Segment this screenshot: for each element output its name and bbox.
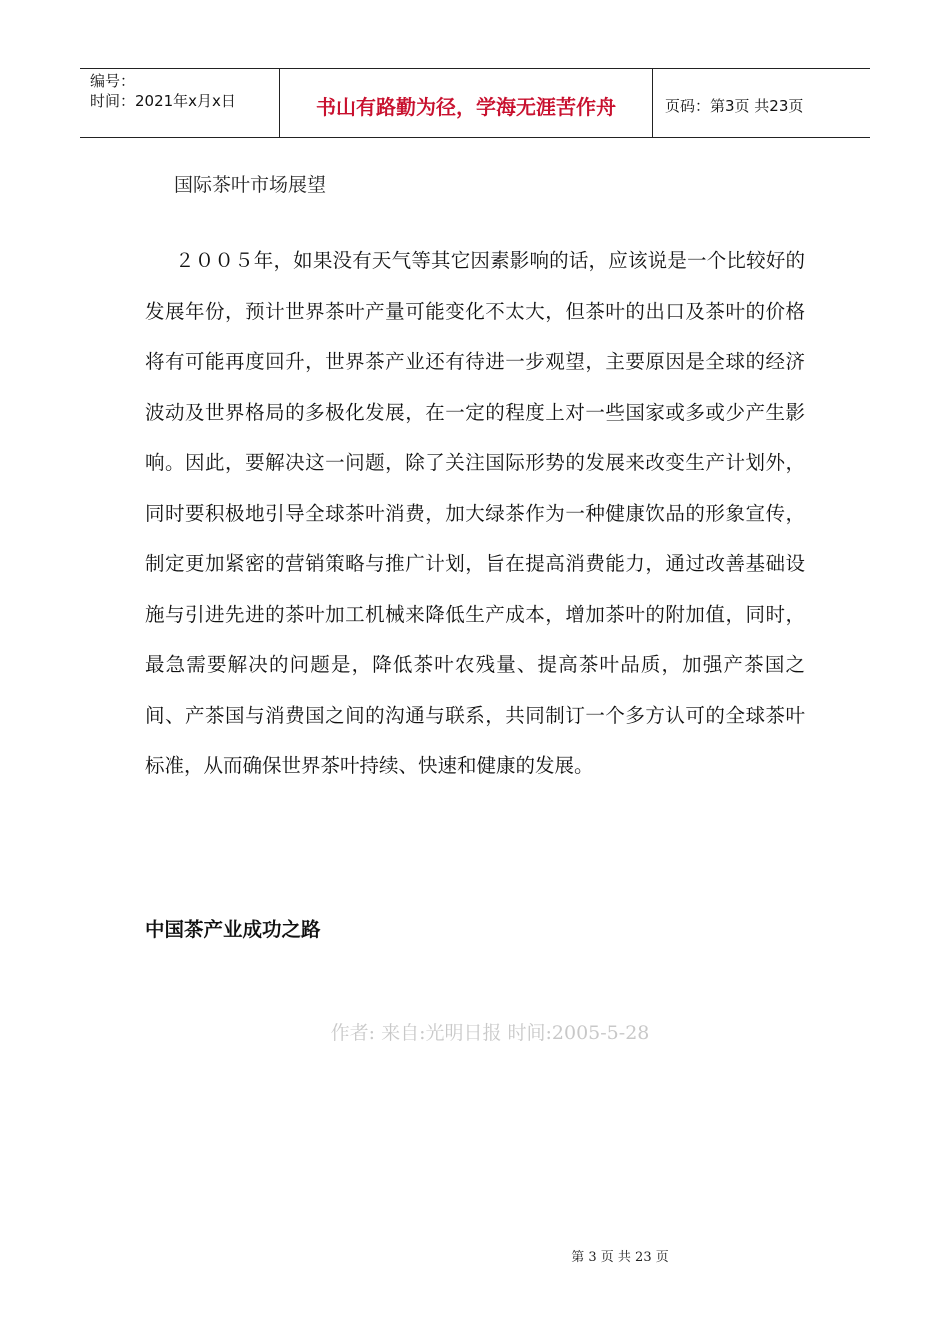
article-byline: 作者: 来自:光明日报 时间:2005-5-28 [330,1022,650,1044]
section-heading: 中国茶产业成功之路 [145,918,321,941]
header-motto: 书山有路勤为径，学海无涯苦作舟 [280,69,653,137]
page-footer: 第 3 页 共 23 页 [571,1250,669,1265]
header-page-info: 页码：第3页 共23页 [665,96,804,115]
document-title: 国际茶叶市场展望 [174,174,327,196]
header-meta [80,69,280,137]
header-number-label: 编号： [90,72,136,90]
page-header [80,68,870,138]
body-paragraph: ２００５年，如果没有天气等其它因素影响的话，应该说是一个比较好的发展年份，预计世界茶叶产量可能变化不太大，但茶叶的出口及茶叶的价格将有可能再度回升，世界茶产业还有待进一步观望，主要原因是全球的经济波动及世界格局的多极化发展，在一定的程度上对一些国家或多或少产生影响。因此，要解决这一问题，除了关注国际形势的发展来改变生产计划外，同时要积极地引导全球茶叶消费，加大绿茶作为一种健康饮品的形象宣传，制定更加紧密的营销策略与推广计划，旨在提高消费能力，通过改善基础设施与引进先进的茶叶加工机械来降低生产成本，增加茶叶的附加值，同时，最急需要解决的问题是，降低茶叶农残量、提高茶叶品质，加强产茶国之间、产茶国与消费国之间的沟通与联系，共同制订一个多方认可的全球茶叶标准，从而确保世界茶叶持续、快速和健康的发展。 [145,249,805,777]
header-date: 时间：2021年x月x日 [90,92,236,110]
